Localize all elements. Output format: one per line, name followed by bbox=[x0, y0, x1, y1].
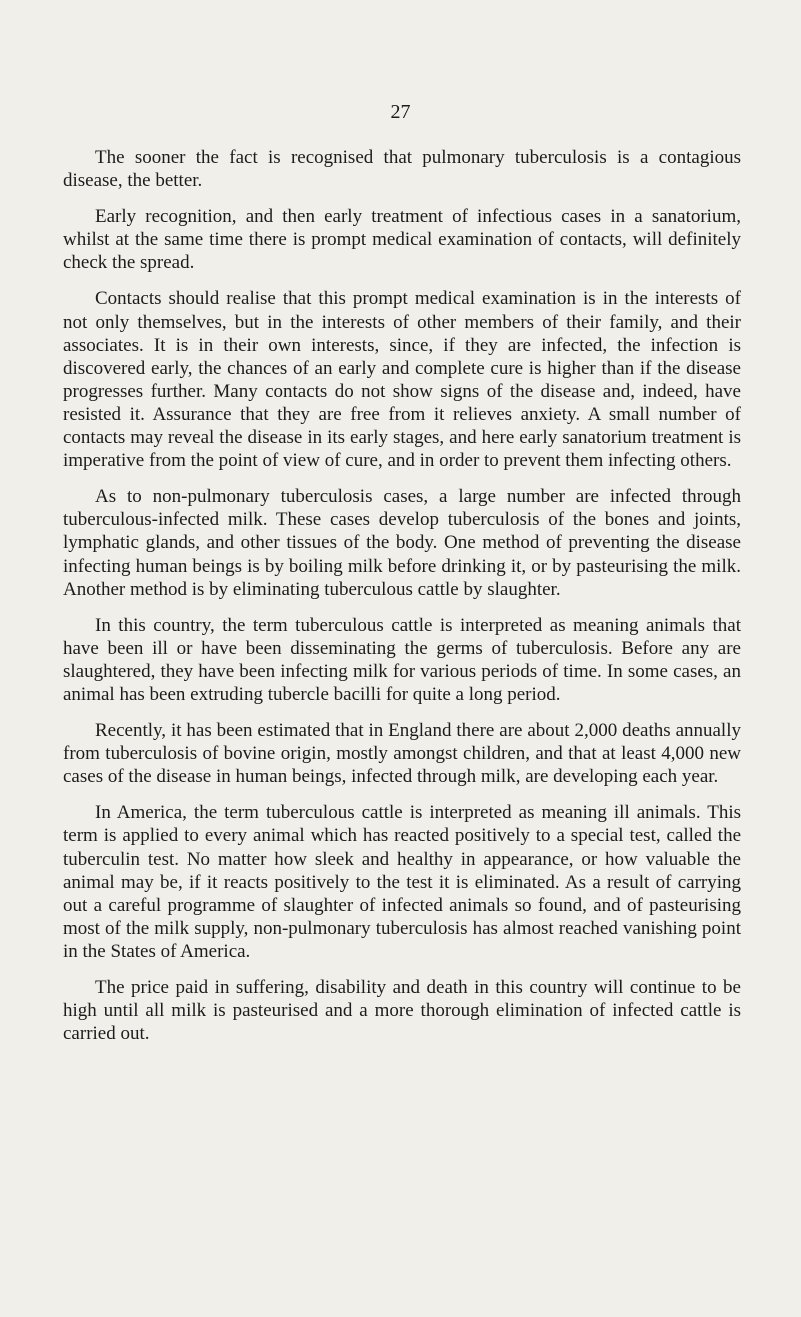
paragraph: Recently, it has been estimated that in England there are about 2,000 deaths annually from tuberculosis of bovine origin, mostly amongst children, and that at least 4,000 new cases of the disease in human beings, infected through milk, are developing each year. bbox=[63, 720, 741, 788]
paragraph: The sooner the fact is recognised that pulmonary tuberculosis is a contagious disease, the better. bbox=[63, 147, 741, 192]
page-number: 27 bbox=[390, 101, 411, 123]
paragraph: Contacts should realise that this prompt medical examination is in the interests of not only themselves, but in the interests of other members of their family, and their associates. It is in their own interests, since, if they are infected, the infection is discovered early, the chances of an early and complete cure is higher than if the disease progresses further. Many contacts do not show signs of the disease and, indeed, have resisted it. Assurance that they are free from it relieves anxiety. A small number of contacts may reveal the disease in its early stages, and here early sanatorium treatment is imperative from the point of view of cure, and in order to prevent them infecting others. bbox=[63, 288, 741, 472]
body-text bbox=[63, 146, 741, 1058]
paragraph: In America, the term tuberculous cattle is interpreted as meaning ill animals. This term is applied to every animal which has reacted positively to a special test, called the tuberculin test. No matter how sleek and healthy in appearance, or how valuable the animal may be, if it reacts positively to the test it is eliminated. As a result of carrying out a careful programme of slaughter of infected animals so found, and of pasteurising most of the milk supply, non-pulmonary tuberculosis has almost reached vanishing point in the States of America. bbox=[63, 802, 741, 962]
paragraph: As to non-pulmonary tuberculosis cases, a large number are infected through tuberculous-infected milk. These cases develop tuberculosis of the bones and joints, lymphatic glands, and other tissues of the body. One method of preventing the disease infecting human beings is by boiling milk before drinking it, or by pasteurising the milk. Another method is by eliminating tuberculous cattle by slaughter. bbox=[63, 486, 741, 600]
paragraph: The price paid in suffering, disability and death in this country will continue to be high until all milk is pasteurised and a more thorough elimination of infected cattle is carried out. bbox=[63, 977, 741, 1045]
paragraph: Early recognition, and then early treatment of infectious cases in a sanatorium, whilst at the same time there is prompt medical examination of contacts, will definitely check the spread. bbox=[63, 206, 741, 274]
paragraph: In this country, the term tuberculous cattle is interpreted as meaning animals that have been ill or have been disseminating the germs of tuberculosis. Before any are slaughtered, they have been infecting milk for various periods of time. In some cases, an animal has been extruding tubercle bacilli for quite a long period. bbox=[63, 614, 741, 705]
